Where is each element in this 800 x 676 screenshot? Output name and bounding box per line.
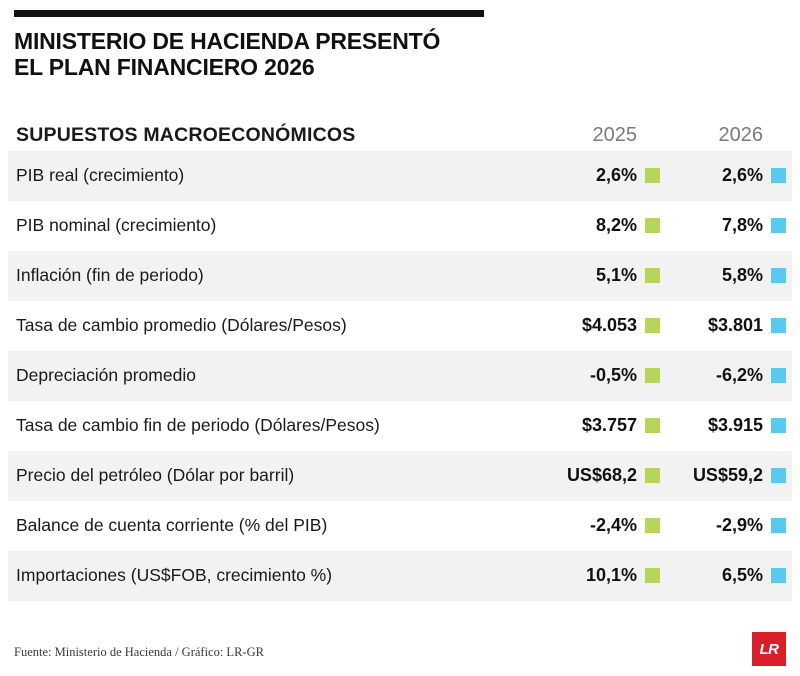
infographic-root	[0, 10, 800, 676]
table-header-row	[8, 107, 792, 151]
value-2025	[540, 165, 666, 186]
value-2026	[666, 465, 792, 486]
value-2025-text: 8,2%	[595, 215, 637, 235]
row-label: PIB real (crecimiento)	[16, 165, 185, 185]
table-row	[8, 301, 792, 351]
value-2026	[666, 215, 792, 236]
row-label: Importaciones (US$FOB, crecimiento %)	[16, 565, 333, 585]
table-row	[8, 451, 792, 501]
column-header-2026-label: 2026	[718, 123, 763, 146]
swatch-2026-icon	[771, 418, 786, 433]
table-row	[8, 151, 792, 201]
value-2026-text: -2,9%	[715, 515, 763, 535]
value-2026-text: -6,2%	[715, 365, 763, 385]
page-title-line-1: MINISTERIO DE HACIENDA PRESENTÓ	[14, 28, 441, 54]
value-2026	[666, 515, 792, 536]
swatch-2026-icon	[771, 568, 786, 583]
table-row	[8, 251, 792, 301]
swatch-2026-icon	[771, 168, 786, 183]
swatch-2025-icon	[645, 568, 660, 583]
row-label: Tasa de cambio fin de periodo (Dólares/Pesos)	[16, 415, 380, 435]
page-title	[14, 29, 792, 81]
value-2025	[540, 365, 666, 386]
table-row	[8, 401, 792, 451]
table-row	[8, 501, 792, 551]
row-label: Tasa de cambio promedio (Dólares/Pesos)	[16, 315, 347, 335]
value-2026	[666, 315, 792, 336]
value-2025	[540, 565, 666, 586]
swatch-2025-icon	[645, 518, 660, 533]
swatch-2025-icon	[645, 268, 660, 283]
value-2025-text: -2,4%	[589, 515, 637, 535]
value-2025-text: $4.053	[581, 315, 637, 335]
top-rule	[14, 10, 484, 17]
swatch-2026-icon	[771, 318, 786, 333]
value-2025	[540, 215, 666, 236]
row-label: Inflación (fin de periodo)	[16, 265, 204, 285]
value-2026	[666, 265, 792, 286]
value-2025	[540, 515, 666, 536]
data-table	[8, 107, 792, 601]
value-2025-text: 2,6%	[595, 165, 637, 185]
value-2026	[666, 365, 792, 386]
column-header-2025	[540, 124, 666, 151]
value-2025	[540, 265, 666, 286]
value-2026-text: US$59,2	[692, 465, 763, 485]
value-2026-text: 2,6%	[721, 165, 763, 185]
swatch-2025-icon	[645, 418, 660, 433]
swatch-2025-icon	[645, 368, 660, 383]
value-2025	[540, 315, 666, 336]
row-label: Precio del petróleo (Dólar por barril)	[16, 465, 295, 485]
row-label: PIB nominal (crecimiento)	[16, 215, 217, 235]
value-2026-text: 7,8%	[721, 215, 763, 235]
value-2025-text: $3.757	[581, 415, 637, 435]
value-2025	[540, 465, 666, 486]
value-2025-text: US$68,2	[566, 465, 637, 485]
value-2026-text: 6,5%	[721, 565, 763, 585]
value-2025	[540, 415, 666, 436]
swatch-2026-icon	[771, 268, 786, 283]
lr-logo: LR	[752, 632, 786, 666]
swatch-2025-icon	[645, 168, 660, 183]
swatch-2026-icon	[771, 218, 786, 233]
table-row-header-label: SUPUESTOS MACROECONÓMICOS	[16, 123, 356, 146]
column-header-2025-label: 2025	[592, 123, 637, 146]
swatch-2025-icon	[645, 318, 660, 333]
value-2025-text: -0,5%	[589, 365, 637, 385]
row-label: Depreciación promedio	[16, 365, 196, 385]
value-2026	[666, 565, 792, 586]
value-2025-text: 5,1%	[595, 265, 637, 285]
swatch-2026-icon	[771, 518, 786, 533]
table-row	[8, 351, 792, 401]
value-2026-text: 5,8%	[721, 265, 763, 285]
swatch-2025-icon	[645, 468, 660, 483]
value-2026-text: $3.915	[707, 415, 763, 435]
value-2025-text: 10,1%	[585, 565, 637, 585]
swatch-2026-icon	[771, 468, 786, 483]
page-title-line-2: EL PLAN FINANCIERO 2026	[14, 53, 315, 80]
value-2026	[666, 415, 792, 436]
value-2026	[666, 165, 792, 186]
swatch-2025-icon	[645, 218, 660, 233]
table-row	[8, 551, 792, 601]
source-note: Fuente: Ministerio de Hacienda / Gráfico: LR-GR	[14, 645, 264, 659]
table-row	[8, 201, 792, 251]
swatch-2026-icon	[771, 368, 786, 383]
value-2026-text: $3.801	[707, 315, 763, 335]
column-header-2026	[666, 124, 792, 151]
row-label: Balance de cuenta corriente (% del PIB)	[16, 515, 328, 535]
